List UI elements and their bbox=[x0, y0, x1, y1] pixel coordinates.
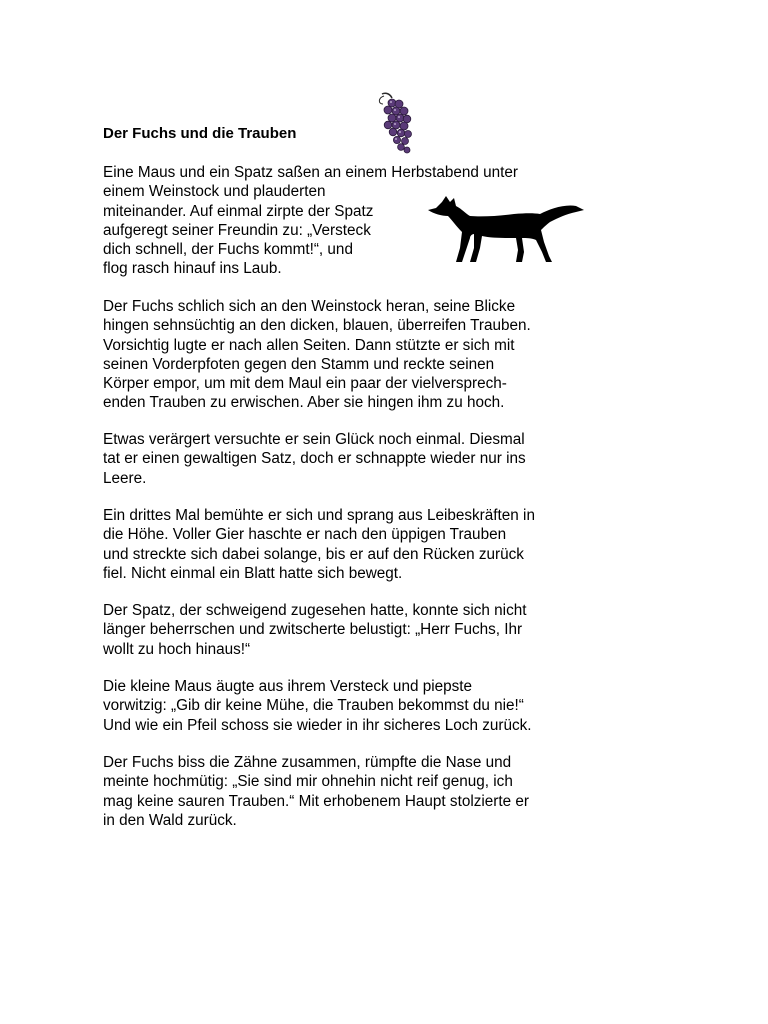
text-line: enden Trauben zu erwischen. Aber sie hingen ihm zu hoch. bbox=[103, 394, 505, 412]
text-line: Vorsichtig lugte er nach allen Seiten. Dann stützte er sich mit bbox=[103, 336, 515, 354]
text-line: Der Fuchs biss die Zähne zusammen, rümpfte die Nase und bbox=[103, 754, 512, 771]
text-line: vorwitzig: „Gib dir keine Mühe, die Trauben bekommst du nie!“ bbox=[103, 697, 524, 715]
text-line: und streckte sich dabei solange, bis er auf den Rücken zurück bbox=[103, 545, 524, 563]
text-line: mag keine sauren Trauben.“ Mit erhobenem Haupt stolzierte er bbox=[103, 792, 529, 810]
paragraph bbox=[103, 677, 532, 735]
text-line: Etwas verärgert versuchte er sein Glück noch einmal. Diesmal bbox=[103, 431, 525, 448]
text-line: Körper empor, um mit dem Maul ein paar der vielversprech- bbox=[103, 375, 507, 393]
text-line: Und wie ein Pfeil schoss sie wieder in ihr sicheres Loch zurück. bbox=[103, 716, 532, 734]
paragraph bbox=[103, 601, 526, 659]
paragraph bbox=[103, 506, 535, 583]
text-line: Leere. bbox=[103, 469, 147, 487]
paragraph bbox=[103, 430, 526, 488]
text-line: aufgeregt seiner Freundin zu: „Versteck bbox=[103, 221, 371, 239]
text-line: miteinander. Auf einmal zirpte der Spatz bbox=[103, 202, 374, 220]
text-line: seinen Vorderpfoten gegen den Stamm und reckte seinen bbox=[103, 355, 495, 373]
text-line: Eine Maus und ein Spatz saßen an einem Herbstabend unter bbox=[103, 164, 518, 181]
text-line: fiel. Nicht einmal ein Blatt hatte sich bewegt. bbox=[103, 564, 403, 582]
text-line: Die kleine Maus äugte aus ihrem Versteck und piepste bbox=[103, 678, 473, 695]
text-line: Der Spatz, der schweigend zugesehen hatte, konnte sich nicht bbox=[103, 602, 527, 619]
text-line: tat er einen gewaltigen Satz, doch er schnappte wieder nur ins bbox=[103, 450, 526, 468]
page-title: Der Fuchs und die Trauben bbox=[103, 125, 297, 142]
paragraph bbox=[103, 297, 531, 413]
text-line: länger beherrschen und zwitscherte belustigt: „Herr Fuchs, Ihr bbox=[103, 621, 523, 639]
text-line: wollt zu hoch hinaus!“ bbox=[103, 640, 251, 658]
text-line: einem Weinstock und plauderten bbox=[103, 183, 326, 201]
text-line: die Höhe. Voller Gier haschte er nach den üppigen Trauben bbox=[103, 526, 507, 544]
text-line: meinte hochmütig: „Sie sind mir ohnehin nicht reif genug, ich bbox=[103, 773, 513, 791]
grapes-icon bbox=[374, 90, 420, 160]
text-line: hingen sehnsüchtig an den dicken, blauen, überreifen Trauben. bbox=[103, 317, 531, 335]
text-line: Ein drittes Mal bemühte er sich und sprang aus Leibeskräften in bbox=[103, 507, 535, 524]
paragraph bbox=[103, 753, 529, 830]
paragraph bbox=[103, 163, 518, 279]
text-line: flog rasch hinauf ins Laub. bbox=[103, 260, 282, 278]
text-line: dich schnell, der Fuchs kommt!“, und bbox=[103, 241, 353, 259]
text-line: in den Wald zurück. bbox=[103, 811, 237, 829]
text-line: Der Fuchs schlich sich an den Weinstock heran, seine Blicke bbox=[103, 298, 516, 315]
